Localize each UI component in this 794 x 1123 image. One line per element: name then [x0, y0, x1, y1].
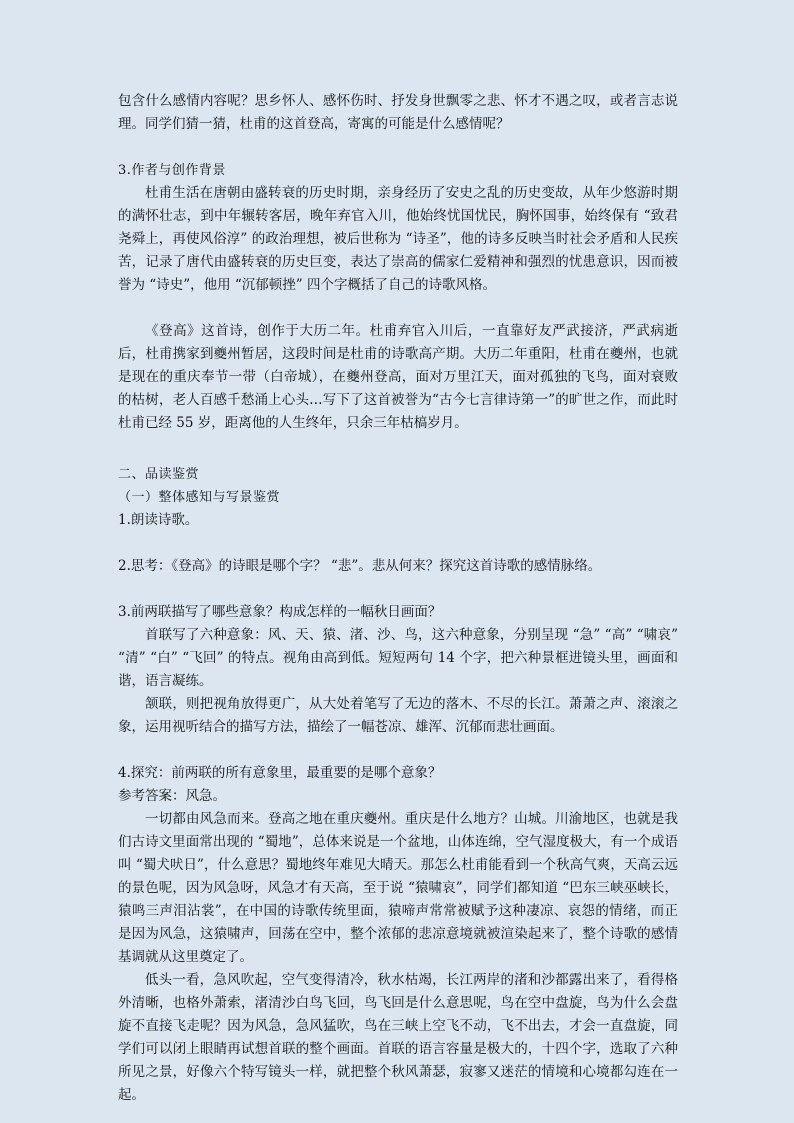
section2-heading: 二、品读鉴赏 [118, 467, 200, 482]
author-paragraph: 杜甫生活在唐朝由盛转衰的历史时期，亲身经历了安史之乱的历史变故，从年少悠游时期的满怀壮志，到中年辗转客居，晚年弃官入川，他始终忧国忧民，胸怀国事，始终保有 “致君尧舜上，再使风俗淳” 的政治理想，被后世称为 “诗圣”，他的诗多反映当时社会矛盾和人民疾苦，记录了唐代由盛转衰的历史巨变，表达了崇高的儒家仁爱精神和强烈的忧患意识，因而被誉为 “诗史”，他用 “沉郁顿挫” 四个字概括了自己的诗歌风格。 [118, 185, 678, 293]
spacer [118, 136, 678, 159]
spacer [118, 739, 678, 762]
subsection1-heading: （一）整体感知与写景鉴赏 [118, 490, 281, 505]
answer-4-paragraph-1: 一切都由风急而来。登高之地在重庆夔州。重庆是什么地方？山城。川渝地区，也就是我们古诗文里面常出现的 “蜀地”，总体来说是一个盆地，山体连绵，空气湿度极大，有一个成语叫 “蜀犬吠日”，什么意思？蜀地终年难见大晴天。那怎么杜甫能看到一个秋高气爽，天高云远的景色呢，因为风急呀，风急才有天高，至于说 “猿啸哀”，同学们都知道 “巴东三峡巫峡长，猿鸣三声泪沾裳”，在中国的诗歌传统里面，猿啼声常常被赋予这种凄凉、哀怨的情绪，而正是因为风急，这猿啸声，回荡在空中，整个浓郁的悲凉意境就被渲染起来了，整个诗歌的感情基调就从这里奠定了。 [118, 811, 678, 965]
answer-3-paragraph-2: 颔联，则把视角放得更广，从大处着笔写了无边的落木、不尽的长江。萧萧之声、滚滚之象，运用视听结合的描写方法，描绘了一幅苍凉、雄浑、沉郁而悲壮画面。 [118, 696, 678, 735]
author-heading: 3.作者与创作背景 [118, 163, 226, 178]
spacer [118, 435, 678, 463]
question-3: 3.前两联描写了哪些意象？构成怎样的一幅秋日画面？ [118, 604, 442, 620]
spacer [118, 297, 678, 320]
question-1: 1.朗读诗歌。 [118, 512, 199, 528]
background-paragraph: 《登高》这首诗，创作于大历二年。杜甫弃官入川后，一直靠好友严武接济，严武病逝后，杜甫携家到夔州暂居，这段时间是杜甫的诗歌高产期。大历二年重阳，杜甫在夔州，也就是现在的重庆奉节一带（白帝城），在夔州登高，面对万里江天，面对孤独的飞鸟，面对衰败的枯树，老人百感千愁涌上心头…写下了这首被誉为“古今七言律诗第一”的旷世之作，而此时杜甫已经 55 岁，距离他的人生终年，只余三年枯槁岁月。 [118, 323, 678, 431]
question-2: 2.思考：《登高》的诗眼是哪个字？ “悲”。悲从何来？探究这首诗歌的感情脉络。 [118, 558, 602, 574]
question-4: 4.探究：前两联的所有意象里，最重要的是哪个意象？ [118, 765, 442, 781]
reference-answer: 参考答案：风急。 [118, 788, 226, 804]
spacer [118, 578, 678, 601]
answer-4-paragraph-2: 低头一看，急风吹起，空气变得清冷，秋水枯竭，长江两岸的渚和沙都露出来了，看得格外清晰，也格外萧索，渚清沙白鸟飞回，鸟飞回是什么意思呢，鸟在空中盘旋，鸟为什么会盘旋不直接飞走呢？因为风急，急风猛吹，鸟在三峡上空飞不动，飞不出去，才会一直盘旋，同学们可以闭上眼睛再试想首联的整个画面。首联的语言容量是极大的，十四个字，选取了六种所见之景，好像六个特写镜头一样，就把整个秋风萧瑟，寂寥又迷茫的情境和心境都勾连在一起。 [118, 972, 678, 1103]
spacer [118, 532, 678, 555]
intro-paragraph: 包含什么感情内容呢？思乡怀人、感怀伤时、抒发身世飘零之悲、怀才不遇之叹，或者言志说理。同学们猜一猜，杜甫的这首登高，寄寓的可能是什么感情呢？ [118, 93, 678, 132]
document-body [118, 90, 678, 1107]
answer-3-paragraph-1: 首联写了六种意象：风、天、猿、渚、沙、鸟，这六种意象，分别呈现 “急” “高” “啸哀” “清” “白” “飞回” 的特点。视角由高到低。短短两句 14 个字，把六种景框进镜头里，画面和谐，语言凝练。 [118, 627, 678, 689]
